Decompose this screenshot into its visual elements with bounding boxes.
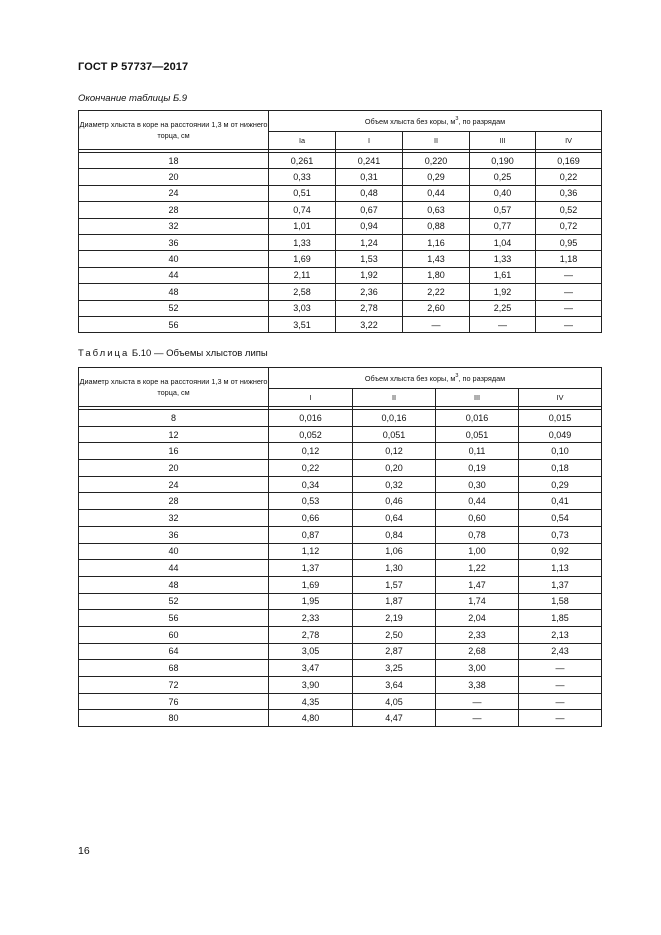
volume-cell: 0,22 [536, 169, 602, 185]
volume-cell: 0,66 [269, 510, 353, 527]
volume-cell: 0,95 [536, 234, 602, 250]
table-b9-col-header: I [336, 132, 403, 150]
volume-cell: 0,48 [336, 185, 403, 201]
table-row [79, 493, 602, 510]
diameter-cell: 64 [79, 643, 269, 660]
volume-cell: 0,11 [436, 443, 519, 460]
volume-cell: — [536, 284, 602, 300]
diameter-cell: 32 [79, 510, 269, 527]
volume-cell: 0,51 [269, 185, 336, 201]
volume-cell: 0,29 [403, 169, 470, 185]
volume-cell: 4,80 [269, 710, 353, 727]
volume-cell: 0,60 [436, 510, 519, 527]
volume-cell: 0,88 [403, 218, 470, 234]
volume-cell: 0,44 [436, 493, 519, 510]
table-b9-col-header: III [470, 132, 536, 150]
volume-cell: 2,60 [403, 300, 470, 316]
table-row [79, 560, 602, 577]
volume-cell: 0,52 [536, 202, 602, 218]
volume-cell: 0,049 [519, 426, 602, 443]
diameter-cell: 40 [79, 543, 269, 560]
volume-cell: 1,01 [269, 218, 336, 234]
volume-cell: 0,87 [269, 526, 353, 543]
volume-cell: 0,015 [519, 410, 602, 427]
diameter-cell: 80 [79, 710, 269, 727]
table-row [79, 316, 602, 332]
volume-cell: 2,22 [403, 284, 470, 300]
volume-cell: — [536, 300, 602, 316]
volume-cell: 3,03 [269, 300, 336, 316]
diameter-cell: 16 [79, 443, 269, 460]
volume-cell: 1,53 [336, 251, 403, 267]
volume-cell: 0,32 [353, 476, 436, 493]
volume-cell: 0,241 [336, 153, 403, 169]
volume-cell: 1,47 [436, 576, 519, 593]
diameter-cell: 60 [79, 626, 269, 643]
table-row [79, 410, 602, 427]
table-row [79, 460, 602, 477]
volume-cell: 1,30 [353, 560, 436, 577]
volume-cell: 2,68 [436, 643, 519, 660]
volume-cell: 1,06 [353, 543, 436, 560]
volume-cell: 1,00 [436, 543, 519, 560]
volume-cell: 2,13 [519, 626, 602, 643]
volume-cell: 0,73 [519, 526, 602, 543]
volume-cell: 0,64 [353, 510, 436, 527]
diameter-cell: 48 [79, 576, 269, 593]
table-b10-col-header: II [353, 389, 436, 407]
diameter-cell: 76 [79, 693, 269, 710]
table-row [79, 510, 602, 527]
table-b10 [78, 367, 602, 727]
volume-cell: 0,016 [436, 410, 519, 427]
volume-cell: 0,18 [519, 460, 602, 477]
volume-cell: 1,18 [536, 251, 602, 267]
table-row [79, 593, 602, 610]
volume-cell: 2,43 [519, 643, 602, 660]
volume-cell: 0,54 [519, 510, 602, 527]
table-row [79, 626, 602, 643]
volume-cell: 0,220 [403, 153, 470, 169]
volume-cell: 0,22 [269, 460, 353, 477]
volume-cell: — [519, 693, 602, 710]
volume-cell: 0,77 [470, 218, 536, 234]
volume-cell: 3,64 [353, 677, 436, 694]
volume-cell: 1,16 [403, 234, 470, 250]
diameter-cell: 8 [79, 410, 269, 427]
volume-cell: 0,12 [269, 443, 353, 460]
diameter-cell: 28 [79, 202, 269, 218]
volume-cell: 2,33 [436, 626, 519, 643]
table-row [79, 169, 602, 185]
volume-cell: 1,92 [470, 284, 536, 300]
diameter-cell: 24 [79, 185, 269, 201]
table-b10-col-header: III [436, 389, 519, 407]
table-b10-col-header: IV [519, 389, 602, 407]
volume-cell: 0,0,16 [353, 410, 436, 427]
table-row [79, 576, 602, 593]
volume-cell: — [519, 710, 602, 727]
volume-cell: 2,11 [269, 267, 336, 283]
volume-cell: 0,052 [269, 426, 353, 443]
diameter-cell: 44 [79, 560, 269, 577]
diameter-cell: 52 [79, 593, 269, 610]
diameter-cell: 36 [79, 526, 269, 543]
volume-cell: 2,58 [269, 284, 336, 300]
volume-cell: 2,50 [353, 626, 436, 643]
table-b9-caption: Окончание таблицы Б.9 [78, 93, 188, 104]
volume-cell: 4,35 [269, 693, 353, 710]
volume-cell: 3,47 [269, 660, 353, 677]
volume-cell: — [436, 693, 519, 710]
volume-cell: 0,84 [353, 526, 436, 543]
volume-cell: 2,33 [269, 610, 353, 627]
volume-cell: 1,37 [269, 560, 353, 577]
table-row [79, 218, 602, 234]
volume-cell: 0,46 [353, 493, 436, 510]
table-row [79, 543, 602, 560]
volume-cell: 1,61 [470, 267, 536, 283]
volume-cell: 1,74 [436, 593, 519, 610]
volume-cell: 3,05 [269, 643, 353, 660]
volume-cell: 1,13 [519, 560, 602, 577]
document-header: ГОСТ Р 57737—2017 [78, 61, 189, 73]
volume-cell: 1,24 [336, 234, 403, 250]
volume-cell: 0,78 [436, 526, 519, 543]
diameter-cell: 56 [79, 316, 269, 332]
volume-cell: 1,33 [470, 251, 536, 267]
volume-cell: 0,34 [269, 476, 353, 493]
volume-cell: 0,19 [436, 460, 519, 477]
table-b9-body [79, 153, 602, 333]
table-row [79, 693, 602, 710]
table-row [79, 643, 602, 660]
volume-cell: 1,69 [269, 251, 336, 267]
table-b9-col-header: II [403, 132, 470, 150]
volume-cell: 3,25 [353, 660, 436, 677]
volume-cell: 0,169 [536, 153, 602, 169]
diameter-cell: 44 [79, 267, 269, 283]
diameter-cell: 24 [79, 476, 269, 493]
volume-cell: 1,58 [519, 593, 602, 610]
table-row [79, 526, 602, 543]
volume-cell: 0,41 [519, 493, 602, 510]
volume-cell: 3,38 [436, 677, 519, 694]
volume-cell: 1,95 [269, 593, 353, 610]
volume-cell: 0,36 [536, 185, 602, 201]
diameter-cell: 52 [79, 300, 269, 316]
volume-cell: 1,37 [519, 576, 602, 593]
diameter-cell: 36 [79, 234, 269, 250]
volume-cell: 1,04 [470, 234, 536, 250]
table-row [79, 153, 602, 169]
volume-cell: 0,94 [336, 218, 403, 234]
volume-cell: 4,47 [353, 710, 436, 727]
diameter-cell: 40 [79, 251, 269, 267]
volume-cell: 1,85 [519, 610, 602, 627]
volume-cell: 0,29 [519, 476, 602, 493]
table-row [79, 426, 602, 443]
volume-cell: 0,25 [470, 169, 536, 185]
diameter-cell: 72 [79, 677, 269, 694]
volume-cell: 0,051 [353, 426, 436, 443]
table-row [79, 234, 602, 250]
volume-cell: 0,57 [470, 202, 536, 218]
diameter-cell: 56 [79, 610, 269, 627]
table-b10-caption: Таблица Б.10 — Объемы хлыстов липы [78, 348, 268, 359]
table-b10-group-header: Объем хлыста без коры, $м^3$, по разрядам [269, 368, 602, 389]
volume-cell: 3,90 [269, 677, 353, 694]
volume-cell: 0,53 [269, 493, 353, 510]
table-row [79, 267, 602, 283]
volume-cell: — [470, 316, 536, 332]
volume-cell: — [536, 316, 602, 332]
table-b9 [78, 110, 602, 333]
table-row [79, 284, 602, 300]
volume-cell: 0,74 [269, 202, 336, 218]
diameter-cell: 12 [79, 426, 269, 443]
volume-cell: 0,12 [353, 443, 436, 460]
volume-cell: 1,80 [403, 267, 470, 283]
volume-cell: 0,92 [519, 543, 602, 560]
table-row [79, 610, 602, 627]
volume-cell: 4,05 [353, 693, 436, 710]
volume-cell: 3,00 [436, 660, 519, 677]
volume-cell: 1,92 [336, 267, 403, 283]
diameter-cell: 20 [79, 169, 269, 185]
volume-cell: 1,22 [436, 560, 519, 577]
volume-cell: 0,20 [353, 460, 436, 477]
table-row [79, 660, 602, 677]
volume-cell: 0,190 [470, 153, 536, 169]
volume-cell: 0,33 [269, 169, 336, 185]
diameter-cell: 32 [79, 218, 269, 234]
table-b10-col-header: I [269, 389, 353, 407]
volume-cell: — [536, 267, 602, 283]
diameter-cell: 48 [79, 284, 269, 300]
diameter-cell: 20 [79, 460, 269, 477]
volume-cell: — [436, 710, 519, 727]
volume-cell: 0,44 [403, 185, 470, 201]
volume-cell: 2,78 [336, 300, 403, 316]
diameter-cell: 18 [79, 153, 269, 169]
volume-cell: 1,43 [403, 251, 470, 267]
volume-cell: 2,25 [470, 300, 536, 316]
table-row [79, 443, 602, 460]
diameter-cell: 68 [79, 660, 269, 677]
page-number: 16 [78, 845, 90, 857]
volume-cell: 0,016 [269, 410, 353, 427]
volume-cell: — [519, 677, 602, 694]
volume-cell: 0,40 [470, 185, 536, 201]
volume-cell: 1,87 [353, 593, 436, 610]
volume-cell: 0,30 [436, 476, 519, 493]
volume-cell: 3,22 [336, 316, 403, 332]
volume-cell: 2,36 [336, 284, 403, 300]
volume-cell: 3,51 [269, 316, 336, 332]
table-b10-row-header: Диаметр хлыста в коре на расстоянии 1,3 м от нижнего торца, см [79, 368, 269, 407]
volume-cell: 1,57 [353, 576, 436, 593]
volume-cell: 0,63 [403, 202, 470, 218]
table-row [79, 300, 602, 316]
volume-cell: 0,261 [269, 153, 336, 169]
diameter-cell: 28 [79, 493, 269, 510]
volume-cell: 0,31 [336, 169, 403, 185]
volume-cell: 2,04 [436, 610, 519, 627]
volume-cell: 0,72 [536, 218, 602, 234]
table-row [79, 251, 602, 267]
volume-cell: 1,69 [269, 576, 353, 593]
volume-cell: 2,78 [269, 626, 353, 643]
table-b9-col-header: IV [536, 132, 602, 150]
table-b9-row-header: Диаметр хлыста в коре на расстоянии 1,3 м от нижнего торца, см [79, 111, 269, 150]
table-row [79, 476, 602, 493]
table-row [79, 185, 602, 201]
table-row [79, 677, 602, 694]
volume-cell: 0,10 [519, 443, 602, 460]
volume-cell: 2,87 [353, 643, 436, 660]
table-b9-col-header: Ia [269, 132, 336, 150]
table-row [79, 710, 602, 727]
table-b10-body [79, 410, 602, 727]
table-row [79, 202, 602, 218]
volume-cell: 1,33 [269, 234, 336, 250]
volume-cell: 2,19 [353, 610, 436, 627]
volume-cell: — [519, 660, 602, 677]
volume-cell: 0,67 [336, 202, 403, 218]
volume-cell: — [403, 316, 470, 332]
volume-cell: 1,12 [269, 543, 353, 560]
table-b9-group-header: Объем хлыста без коры, $м^3$, по разрядам [269, 111, 602, 132]
volume-cell: 0,051 [436, 426, 519, 443]
